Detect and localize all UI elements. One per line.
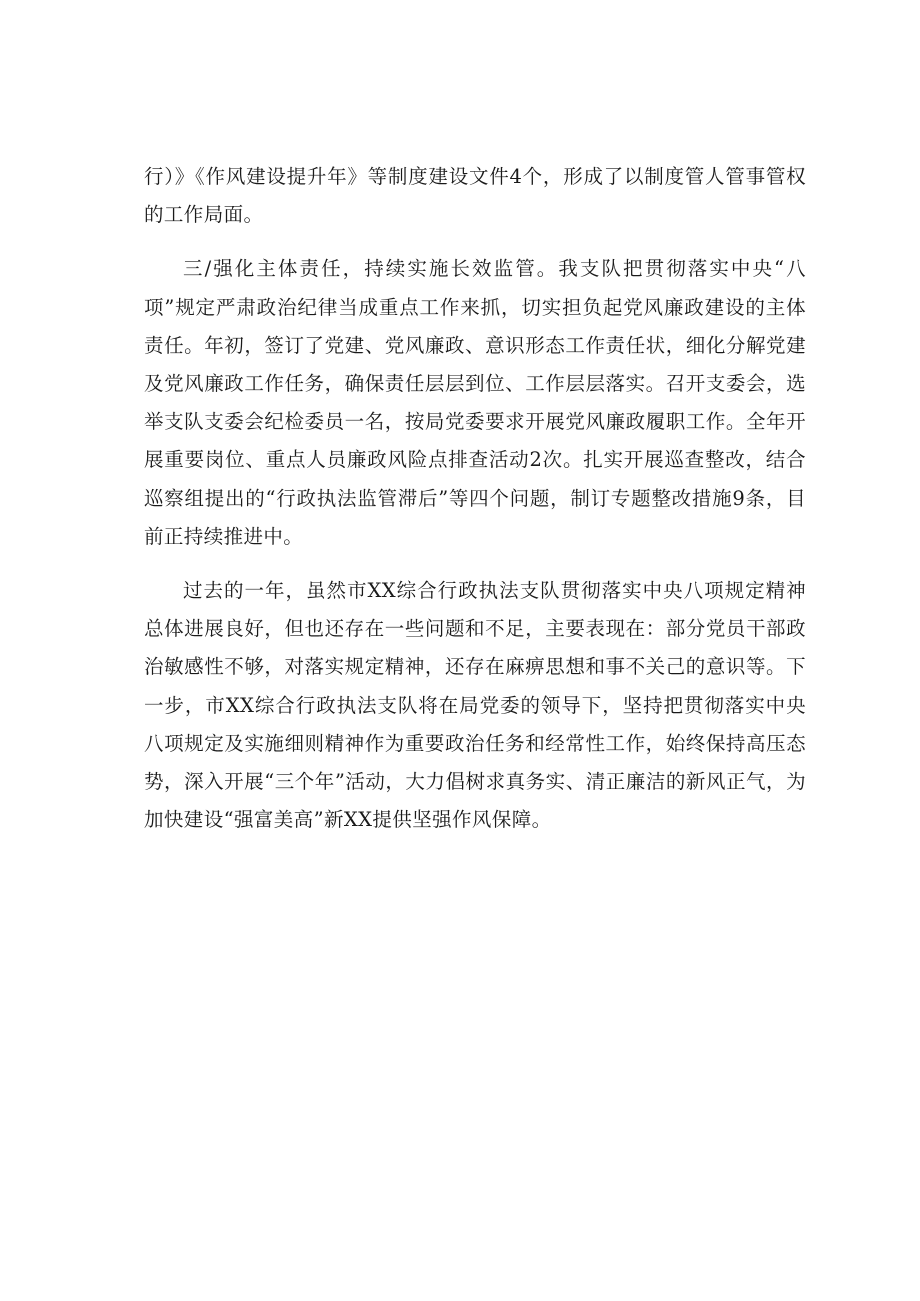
document-body xyxy=(144,158,806,839)
paragraph-continuation: 行）》《作风建设提升年》等制度建设文件4个，形成了以制度管人管事管权的工作局面。 xyxy=(144,165,806,227)
paragraph-subject-responsibility: 三/强化主体责任，持续实施长效监管。我支队把贯彻落实中央“八项”规定严肃政治纪律当成重点工作来抓，切实担负起党风廉政建设的主体责任。年初，签订了党建、党风廉政、意识形态工作责任状，细化分解党建及党风廉政工作任务，确保责任层层到位、工作层层落实。召开支委会，选举支队支委会纪检委员一名，按局党委要求开展党风廉政履职工作。全年开展重要岗位、重点人员廉政风险点排查活动2次。扎实开展巡查整改，结合巡察组提出的“行政执法监管滞后”等四个问题，制订专题整改措施9条，目前正持续推进中。 xyxy=(144,257,806,548)
paragraph-summary-next-steps: 过去的一年，虽然市XX综合行政执法支队贯彻落实中央八项规定精神总体进展良好，但也还存在一些问题和不足，主要表现在：部分党员干部政治敏感性不够，对落实规定精神，还存在麻痹思想和事不关己的意识等。下一步，市XX综合行政执法支队将在局党委的领导下，坚持把贯彻落实中央八项规定及实施细则精神作为重要政治任务和经常性工作，始终保持高压态势，深入开展“三个年”活动，大力倡树求真务实、清正廉洁的新风正气，为加快建设“强富美高”新XX提供坚强作风保障。 xyxy=(144,579,806,832)
